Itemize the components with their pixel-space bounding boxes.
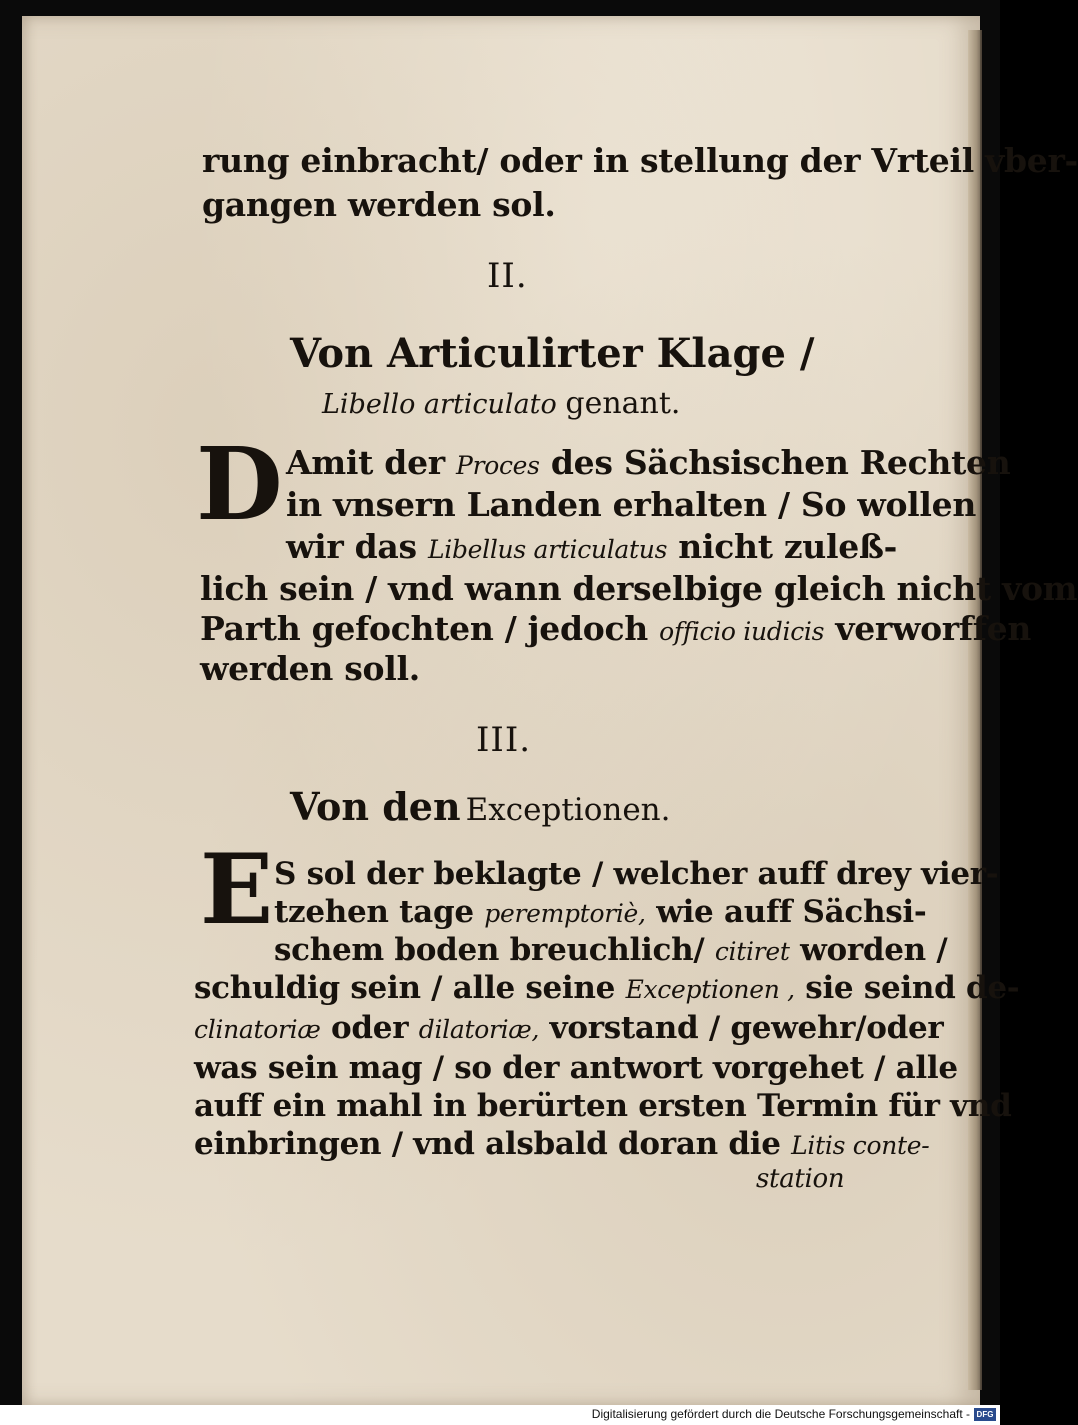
catchword: station bbox=[756, 1164, 845, 1194]
text-segment: des Sächsischen Rechten bbox=[539, 443, 1011, 482]
section-number: II. bbox=[487, 256, 528, 296]
italic-segment: peremptoriè, bbox=[484, 899, 646, 928]
heading-roman: Exceptionen. bbox=[465, 792, 671, 828]
text-line bbox=[200, 608, 1031, 652]
text-line bbox=[286, 526, 897, 570]
footer-credit: Digitalisierung gefördert durch die Deutsche Forschungsgemeinschaft - bbox=[591, 1407, 970, 1421]
text-segment: oder bbox=[320, 1010, 419, 1046]
dfg-logo-icon: DFG bbox=[974, 1408, 996, 1421]
text-segment: worden / bbox=[789, 932, 948, 968]
text-segment: einbringen / vnd alsbald doran die bbox=[194, 1126, 792, 1162]
text-line bbox=[194, 1124, 929, 1166]
italic-segment: dilatoriæ, bbox=[418, 1015, 540, 1044]
text-segment: nicht zuleß- bbox=[667, 527, 898, 566]
text-segment: vorstand / gewehr/oder bbox=[539, 1010, 944, 1046]
text-line bbox=[274, 930, 947, 972]
section-heading bbox=[290, 784, 671, 829]
text-line bbox=[286, 442, 1010, 486]
italic-segment: citiret bbox=[714, 937, 790, 966]
text-segment: wir das bbox=[286, 527, 428, 566]
text-line: gangen werden sol. bbox=[202, 185, 556, 224]
text-segment: wie auff Sächsi- bbox=[645, 894, 927, 930]
italic-segment: officio iudicis bbox=[659, 617, 825, 646]
italic-segment: clinatoriæ bbox=[194, 1015, 321, 1044]
text-line: S sol der beklagte / welcher auff drey vier- bbox=[274, 856, 999, 892]
text-line: rung einbracht/ oder in stellung der Vrteil vber- bbox=[202, 141, 1078, 180]
italic-segment: Litis conte- bbox=[791, 1131, 930, 1160]
section-number: III. bbox=[476, 720, 532, 760]
text-segment: tzehen tage bbox=[274, 894, 485, 930]
drop-cap: E bbox=[200, 833, 274, 946]
section-heading: Von Articulirter Klage / bbox=[290, 330, 815, 377]
subheading-italic: Libello articulato bbox=[322, 389, 557, 420]
text-line: auff ein mahl in berürten ersten Termin für vnd bbox=[194, 1088, 1012, 1124]
text-segment: schuldig sein / alle seine bbox=[194, 970, 626, 1006]
page-edge bbox=[968, 30, 982, 1390]
italic-segment: Exceptionen , bbox=[625, 975, 795, 1004]
text-segment: Amit der bbox=[286, 443, 457, 482]
text-line: was sein mag / so der antwort vorgehet / alle bbox=[194, 1050, 958, 1086]
text-segment: verworffen bbox=[824, 609, 1032, 648]
text-line: lich sein / vnd wann derselbige gleich nicht vom bbox=[200, 569, 1078, 608]
italic-segment: Libellus articulatus bbox=[427, 535, 668, 564]
heading-bold: Von den bbox=[290, 784, 461, 829]
footer-bar bbox=[0, 1405, 1000, 1425]
section-subheading bbox=[322, 386, 680, 421]
text-line bbox=[194, 1008, 943, 1050]
drop-cap: D bbox=[196, 425, 283, 543]
text-line bbox=[274, 892, 926, 934]
italic-segment: Proces bbox=[456, 451, 540, 480]
text-line bbox=[194, 968, 1019, 1010]
text-segment: schem boden breuchlich/ bbox=[274, 932, 715, 968]
text-line: werden soll. bbox=[200, 649, 420, 688]
text-line: in vnsern Landen erhalten / So wollen bbox=[286, 485, 977, 524]
text-segment: Parth gefochten / jedoch bbox=[200, 609, 660, 648]
text-segment: sie seind de- bbox=[794, 970, 1020, 1006]
subheading-roman: genant. bbox=[565, 386, 681, 421]
